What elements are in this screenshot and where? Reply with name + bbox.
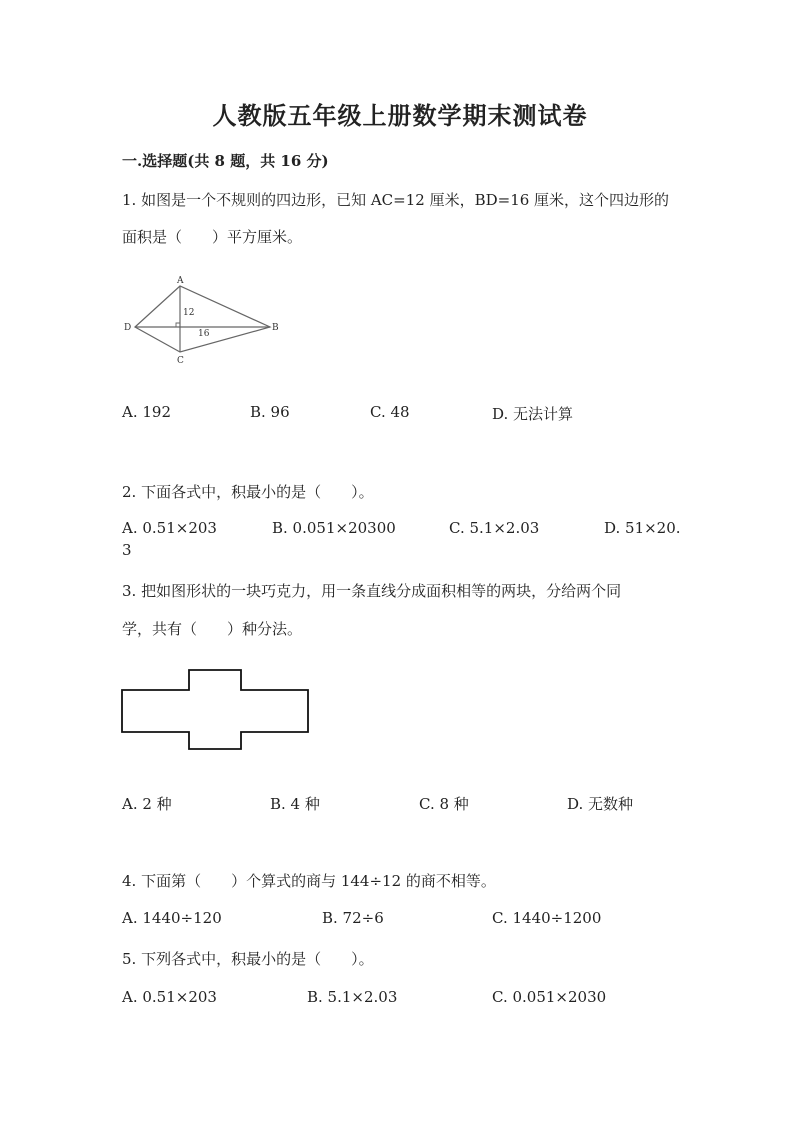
q2-option-a[interactable]: A. 0.51×203: [122, 519, 217, 537]
q4-option-b[interactable]: B. 72÷6: [322, 909, 384, 927]
q2-option-c[interactable]: C. 5.1×2.03: [449, 519, 540, 537]
cross-outline: [122, 670, 308, 749]
quadrilateral-outline: [135, 286, 270, 352]
question-3-line-1: 3. 把如图形状的一块巧克力，用一条直线分成面积相等的两块，分给两个同: [122, 582, 622, 600]
question-1-line-1: 1. 如图是一个不规则的四边形，已知 AC=12 厘米，BD=16 厘米，这个四边形的: [122, 191, 670, 209]
q2-option-d-wrap: 3: [122, 541, 132, 559]
q3-option-a[interactable]: A. 2 种: [122, 795, 172, 813]
q5-option-b[interactable]: B. 5.1×2.03: [307, 988, 398, 1006]
question-3-line-2: 学，共有（ ）种分法。: [122, 620, 303, 638]
right-angle-mark: [176, 323, 180, 327]
q1-option-b[interactable]: B. 96: [250, 403, 290, 421]
q5-option-a[interactable]: A. 0.51×203: [122, 988, 217, 1006]
label-bd-length: 16: [198, 329, 210, 339]
question-1-line-2: 面积是（ ）平方厘米。: [122, 228, 303, 246]
quadrilateral-figure: [118, 274, 288, 370]
q3-option-b[interactable]: B. 4 种: [270, 795, 320, 813]
label-ac-length: 12: [183, 308, 195, 318]
q1-option-c[interactable]: C. 48: [370, 403, 410, 421]
q4-option-a[interactable]: A. 1440÷120: [122, 909, 222, 927]
q1-option-a[interactable]: A. 192: [122, 403, 171, 421]
section-heading: 一.选择题(共 8 题，共 16 分): [122, 152, 329, 170]
chocolate-cross-shape: [118, 666, 314, 754]
q1-option-d[interactable]: D. 无法计算: [492, 405, 574, 423]
question-4-line-1: 4. 下面第（ ）个算式的商与 144÷12 的商不相等。: [122, 872, 496, 890]
q3-option-c[interactable]: C. 8 种: [419, 795, 469, 813]
q2-option-b[interactable]: B. 0.051×20300: [272, 519, 396, 537]
page-title: 人教版五年级上册数学期末测试卷: [212, 101, 588, 130]
label-b: B: [272, 323, 279, 333]
label-d: D: [124, 323, 132, 333]
q5-option-c[interactable]: C. 0.051×2030: [492, 988, 607, 1006]
question-2-line-1: 2. 下面各式中，积最小的是（ ）。: [122, 483, 374, 501]
label-a: A: [177, 276, 184, 286]
q3-option-d[interactable]: D. 无数种: [567, 795, 634, 813]
q4-option-c[interactable]: C. 1440÷1200: [492, 909, 602, 927]
q2-option-d[interactable]: D. 51×20.: [604, 519, 681, 537]
label-c: C: [177, 356, 184, 366]
question-5-line-1: 5. 下列各式中，积最小的是（ ）。: [122, 950, 374, 968]
